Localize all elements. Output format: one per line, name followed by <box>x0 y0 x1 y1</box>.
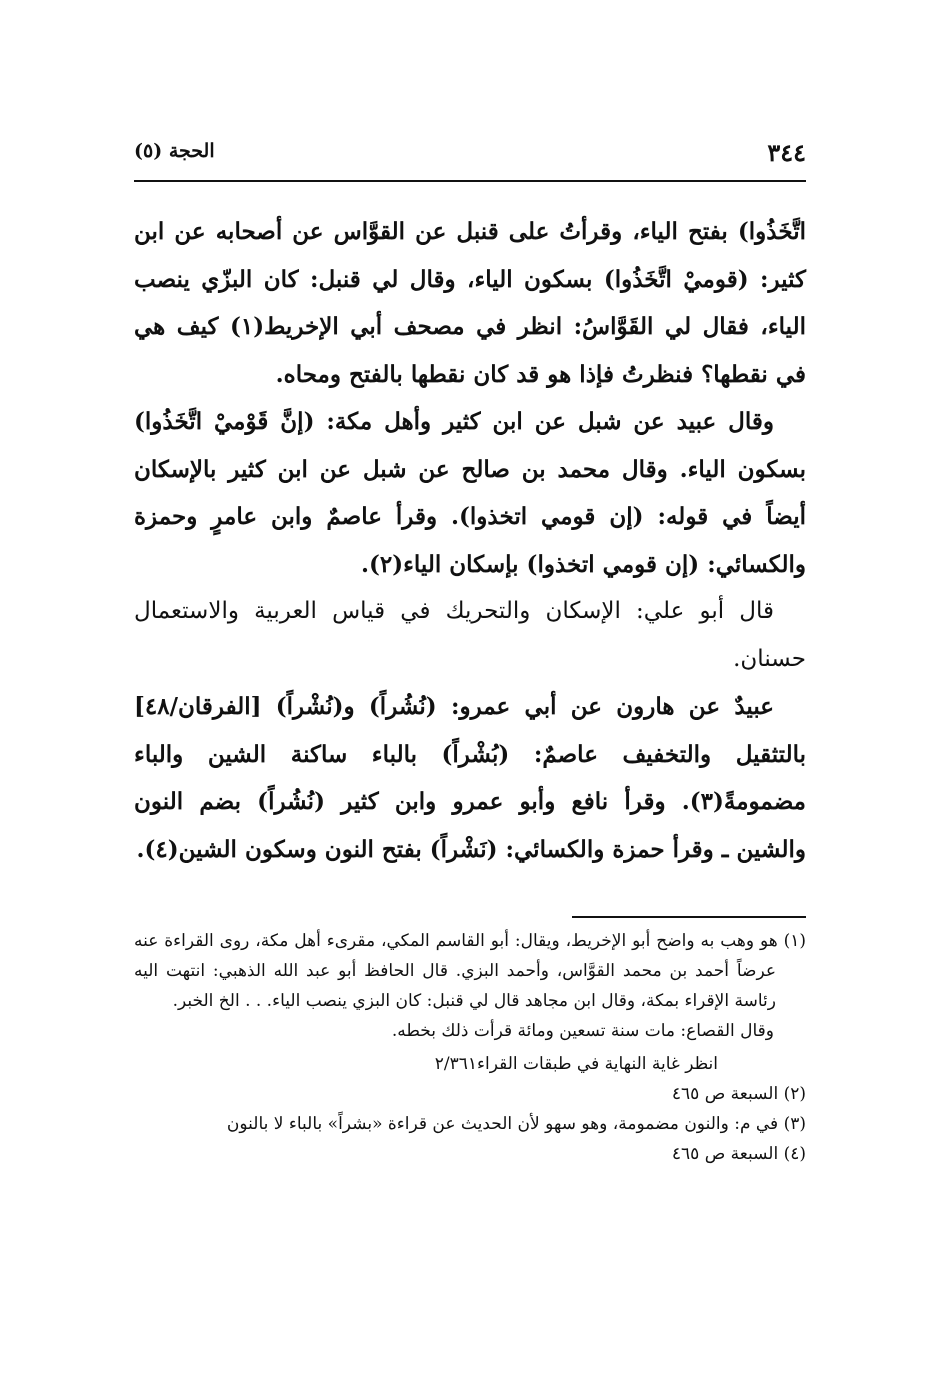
paragraph-continuation: اتَّخَذُوا) بفتح الياء، وقرأتُ على قنبل عن القوَّاس عن أصحابه عن ابن كثير: (قوميْ اتَّخَذُوا) بسكون الياء، وقال لي قنبل: كان البزّي ينصب الياء، فقال لي القَوَّاسُ: انظر في مصحف أبي الإخريط(١) كيف هي في نقطها؟ فنظرتُ فإذا هو قد كان نقطها بالفتح ومحاه. <box>134 218 806 388</box>
page-header <box>134 138 806 174</box>
footnotes <box>134 926 806 1169</box>
paragraph-nushran: عبيدٌ عن هارون عن أبي عمرو: (نُشُراً) و(نُشْراً) [الفرقان/٤٨] بالتثقيل والتخفيف عاصمٌ: (بُشْراً) بالباء ساكنة الشين والباء مضمومةً(٣). وقرأ نافع وأبو عمرو وابن كثير (نُشُراً) بضم النون والشين ـ وقرأ حمزة والكسائي: (نَشْراً) بفتح النون وسكون الشين(٤). <box>134 693 806 863</box>
footnote-2: (٢) السبعة ص ٤٦٥ <box>671 1084 806 1104</box>
page-number: ٣٤٤ <box>767 138 806 167</box>
paragraph-abu-ali: قال أبو علي: الإسكان والتحريك في قياس العربية والاستعمال حسنان. <box>134 598 806 672</box>
footnote-1-note: وقال القصاع: مات سنة تسعين ومائة قرأت ذلك بخطه. <box>391 1021 774 1041</box>
footnote-1-reference: انظر غاية النهاية في طبقات القراء٢/٣٦١ <box>434 1054 718 1074</box>
footnote-4: (٤) السبعة ص ٤٦٥ <box>671 1144 806 1164</box>
paragraph-ubaid-shibl: وقال عبيد عن شبل عن ابن كثير وأهل مكة: (إنَّ قَوْميْ اتَّخَذُوا) بسكون الياء. وقال محمد بن صالح عن شبل عن ابن كثير بالإسكان أيضاً في قوله: (إن قومي اتخذوا). وقرأ عاصمٌ وابن عامرٍ وحمزة والكسائي: (إن قومي اتخذوا) بإسكان الياء(٢). <box>134 408 806 578</box>
main-text <box>134 208 806 873</box>
footnote-1: (١) هو وهب به واضح أبو الإخريط، ويقال: أبو القاسم المكي، مقرىء أهل مكة، روى القراءة عنه عرضاً أحمد بن محمد القوَّاس، وأحمد البزي. قال الحافظ أبو عبد الله الذهبي: انتهت اليه رئاسة الإقراء بمكة، وقال ابن مجاهد قال لي قنبل: كان البزي ينصب الياء. . . الخ الخبر. <box>134 931 806 1011</box>
running-title: الحجة (٥) <box>134 140 215 162</box>
header-rule <box>134 180 806 182</box>
footnote-3: (٣) في م: والنون مضمومة، وهو سهو لأن الحديث عن قراءة «بشراً» بالباء لا بالنون <box>226 1114 806 1134</box>
footnote-rule <box>572 916 806 918</box>
